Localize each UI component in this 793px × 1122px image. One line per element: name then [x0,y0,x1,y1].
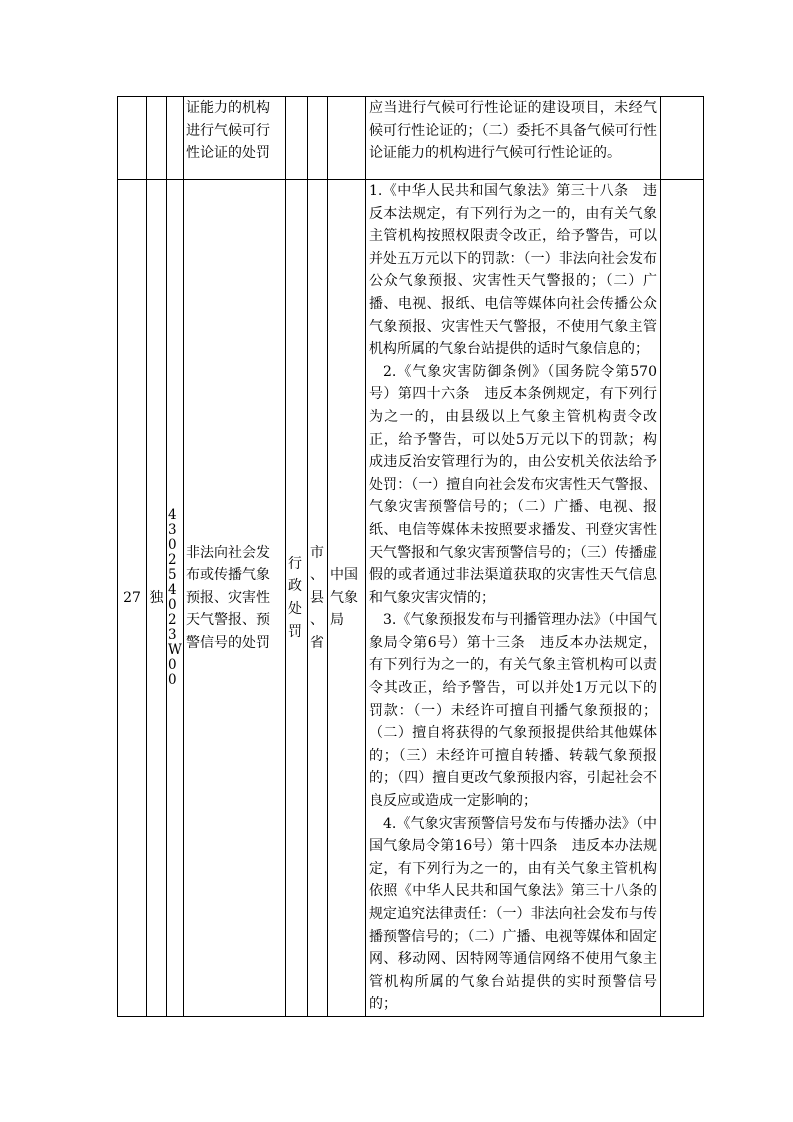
legal-basis-paragraph-3: 3.《气象预报发布与刊播管理办法》（中国气象局令第6号）第十三条 违反本办法规定，有下列行为之一的，有关气象主管机构可以责令其改正，给予警告，可以并处1万元以下的罚款：（一）未经许可擅自刊播气象预报的；（二）擅自将获得的气象预报提供给其他媒体的；（三）未经许可擅自转播、转载气象预报的；（四）擅自更改气象预报内容，引起社会不良反应或造成一定影响的； [369,612,657,810]
item-type-cell [147,97,167,180]
table-row [118,180,704,1017]
legal-basis-paragraph-4: 4.《气象灾害预警信号发布与传播办法》（中国气象局令第16号）第十四条 违反本办法规定，有下列行为之一的，由有关气象主管机构依照《中华人民共和国气象法》第三十八条的规定追究法律责任：（一）非法向社会发布与传播预警信号的；（二）广播、电视等媒体和固定网、移动网、因特网等通信网络不使用气象主管机构所属的气象台站提供的实时预警信号的； [369,815,657,1013]
item-code-cell [167,97,184,180]
legal-basis-paragraph-2: 2.《气象灾害防御条例》（国务院令第570号）第四十六条 违反本条例规定，有下列行为之一的，由县级以上气象主管机构责令改正，给予警告，可以处5万元以下的罚款；构成违反治安管理行为的，由公安机关依法给予处罚：（一）擅自向社会发布灾害性天气警报、气象灾害预警信号的；（二）广播、电视、报纸、电信等媒体未按照要求播发、刊登灾害性天气警报和气象灾害预警信号的；（三）传播虚假的或者通过非法渠道获取的灾害性天气信息和气象灾害灾情的； [369,363,657,606]
authority-cell [328,97,366,180]
legal-basis-paragraph: 应当进行气候可行性论证的建设项目，未经气候可行性论证的；（二）委托不具备气候可行性论证能力的机构进行气候可行性论证的。 [369,100,657,162]
document-page [117,96,703,1017]
item-name-cell: 非法向社会发布或传播气象预报、灾害性天气警报、预警信号的处罚 [184,180,286,1017]
exercise-level-cell [308,97,328,180]
note-cell [661,97,704,180]
item-type-cell: 独 [147,180,167,1017]
item-category-cell: 行政处罚 [286,180,308,1017]
table-row [118,97,704,180]
penalty-items-table [117,96,704,1017]
item-name-cell: 证能力的机构进行气候可行性论证的处罚 [184,97,286,180]
row-number-cell [118,97,147,180]
item-category-cell [286,97,308,180]
row-number-cell: 27 [118,180,147,1017]
legal-basis-cell [366,180,661,1017]
item-code-cell: 430254023W00 [167,180,184,1017]
legal-basis-cell [366,97,661,180]
note-cell [661,180,704,1017]
authority-cell: 中国气象局 [328,180,366,1017]
legal-basis-paragraph-1: 1.《中华人民共和国气象法》第三十八条 违反本法规定，有下列行为之一的，由有关气象主管机构按照权限责令改正，给予警告，可以并处五万元以下的罚款：（一）非法向社会发布公众气象预报、灾害性天气警报的；（二）广播、电视、报纸、电信等媒体向社会传播公众气象预报、灾害性天气警报，不使用气象主管机构所属的气象台站提供的适时气象信息的； [369,183,657,358]
exercise-level-cell: 市、县、省 [308,180,328,1017]
